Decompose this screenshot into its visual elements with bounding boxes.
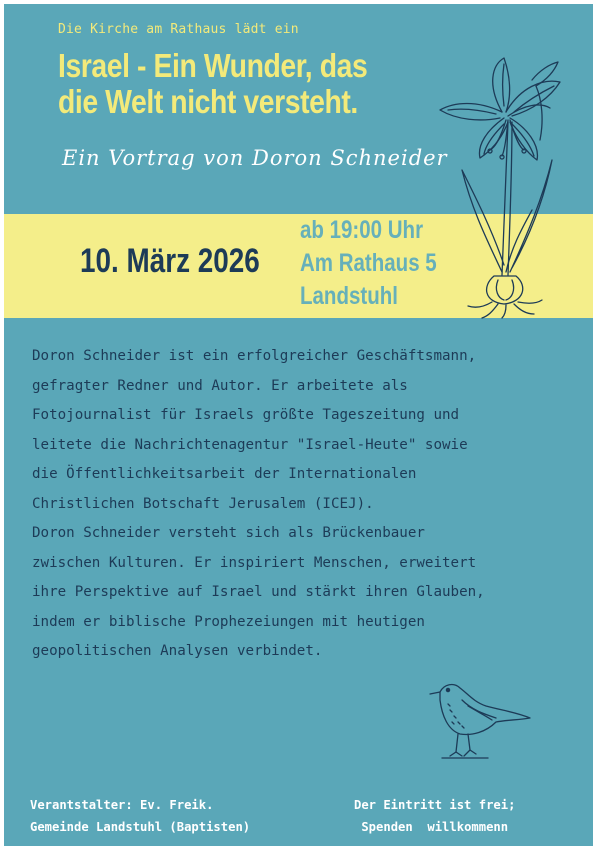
bio-line: gefragter Redner und Autor. Er arbeitete als xyxy=(32,377,408,394)
event-poster xyxy=(4,4,593,846)
lecture-subtitle: Ein Vortrag von Doron Schneider xyxy=(62,146,448,170)
bio-line: Doron Schneider ist ein erfolgreicher Geschäftsmann, xyxy=(32,348,477,364)
poster-title xyxy=(58,48,419,120)
bio-line: Doron Schneider versteht sich als Brückenbauer xyxy=(32,525,425,541)
event-date: 10. März 2026 xyxy=(80,242,260,280)
event-town: Landstuhl xyxy=(300,282,398,310)
organizer-line: Verantstalter: Ev. Freik. xyxy=(30,798,214,812)
organizer-line: Gemeinde Landstuhl (Baptisten) xyxy=(30,820,251,834)
admission-info xyxy=(354,794,515,838)
songbird-icon xyxy=(428,680,534,764)
event-details xyxy=(300,214,437,313)
title-line-2: die Welt nicht versteht. xyxy=(58,83,358,120)
bio-line: indem er biblische Prophezeiungen mit heutigen xyxy=(32,613,425,630)
bio-line: leitete die Nachrichtenagentur "Israel-Heute" sowie xyxy=(32,436,468,453)
speaker-biography xyxy=(32,342,592,667)
bio-line: geopolitischen Analysen verbindet. xyxy=(32,643,323,659)
invitation-line: Die Kirche am Rathaus lädt ein xyxy=(58,22,299,37)
organizer-info xyxy=(30,794,250,838)
admission-line: Spenden willkommenn xyxy=(361,820,509,834)
bio-line: zwischen Kulturen. Er inspiriert Menschen, erweitert xyxy=(32,554,477,571)
event-time: ab 19:00 Uhr xyxy=(300,216,424,244)
bio-line: die Öffentlichkeitsarbeit der Internationalen xyxy=(32,466,417,482)
bio-line: Fotojournalist für Israels größte Tageszeitung und xyxy=(32,407,460,423)
title-line-1: Israel - Ein Wunder, das xyxy=(58,47,368,84)
admission-line: Der Eintritt ist frei; xyxy=(354,798,516,812)
bio-line: ihre Perspektive auf Israel und stärkt ihren Glauben, xyxy=(32,584,485,600)
event-street: Am Rathaus 5 xyxy=(300,249,437,277)
amaryllis-lily-icon xyxy=(432,50,582,320)
bio-line: Christlichen Botschaft Jerusalem (ICEJ). xyxy=(32,495,374,512)
